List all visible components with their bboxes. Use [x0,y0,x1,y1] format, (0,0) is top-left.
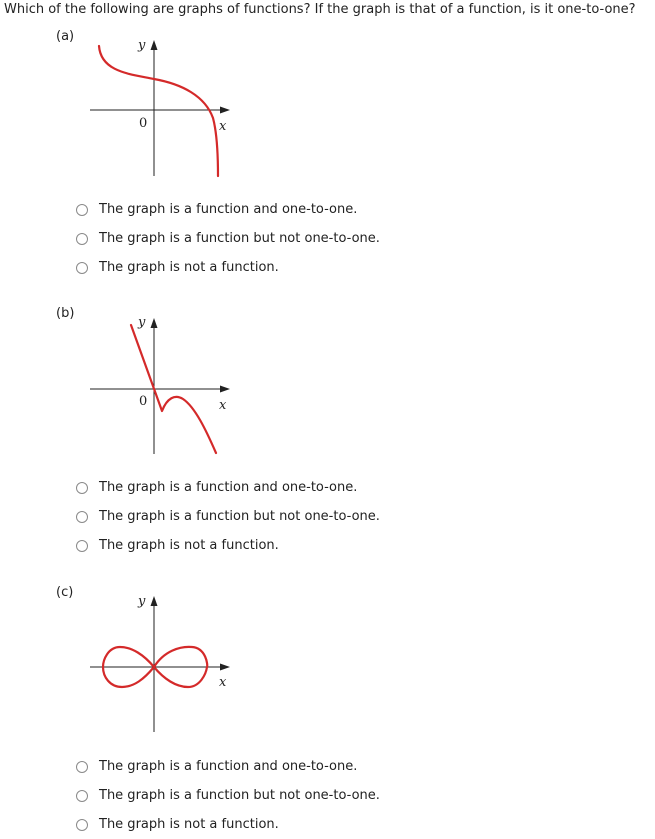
options-b [76,473,380,560]
graph-c-y-arrow [151,596,158,606]
graph-b-y-label: y [138,315,146,330]
option-b-not-function[interactable] [76,531,380,560]
graph-a-x-label: x [219,119,227,134]
radio-button[interactable] [76,204,88,216]
option-label: The graph is not a function. [99,260,279,275]
graph-b [80,312,240,462]
option-label: The graph is a function and one-to-one. [99,480,358,495]
question-text: Which of the following are graphs of functions? If the graph is that of a function, is it one-to-one? [4,2,636,17]
graph-a-y-arrow [151,40,158,50]
option-a-function-one-to-one[interactable] [76,195,380,224]
radio-button[interactable] [76,511,88,523]
options-a [76,195,380,282]
part-c-label: (c) [56,585,74,600]
graph-a-x-arrow [220,107,230,114]
graph-c-y-label: y [138,594,146,609]
part-a-label: (a) [56,29,75,44]
graph-a [80,34,240,184]
option-b-function-one-to-one[interactable] [76,473,380,502]
graph-c-x-label: x [219,675,227,690]
option-label: The graph is a function and one-to-one. [99,759,358,774]
option-a-function-not-one-to-one[interactable] [76,224,380,253]
graph-c [80,590,240,740]
option-c-not-function[interactable] [76,810,380,839]
option-label: The graph is a function but not one-to-one. [99,231,380,246]
option-c-function-not-one-to-one[interactable] [76,781,380,810]
radio-button[interactable] [76,819,88,831]
graph-a-y-label: y [138,38,146,53]
graph-c-x-arrow [220,664,230,671]
radio-button[interactable] [76,761,88,773]
radio-button[interactable] [76,540,88,552]
options-c [76,752,380,839]
radio-button[interactable] [76,262,88,274]
graph-a-origin-label: 0 [139,116,148,131]
option-b-function-not-one-to-one[interactable] [76,502,380,531]
option-label: The graph is not a function. [99,817,279,832]
option-a-not-function[interactable] [76,253,380,282]
option-c-function-one-to-one[interactable] [76,752,380,781]
graph-b-x-label: x [219,398,227,413]
option-label: The graph is a function and one-to-one. [99,202,358,217]
graph-a-curve [99,46,218,176]
option-label: The graph is not a function. [99,538,279,553]
graph-b-origin-label: 0 [139,394,148,409]
part-b-label: (b) [56,306,75,321]
graph-b-y-arrow [151,318,158,328]
radio-button[interactable] [76,482,88,494]
radio-button[interactable] [76,233,88,245]
option-label: The graph is a function but not one-to-one. [99,788,380,803]
option-label: The graph is a function but not one-to-one. [99,509,380,524]
graph-b-x-arrow [220,386,230,393]
radio-button[interactable] [76,790,88,802]
